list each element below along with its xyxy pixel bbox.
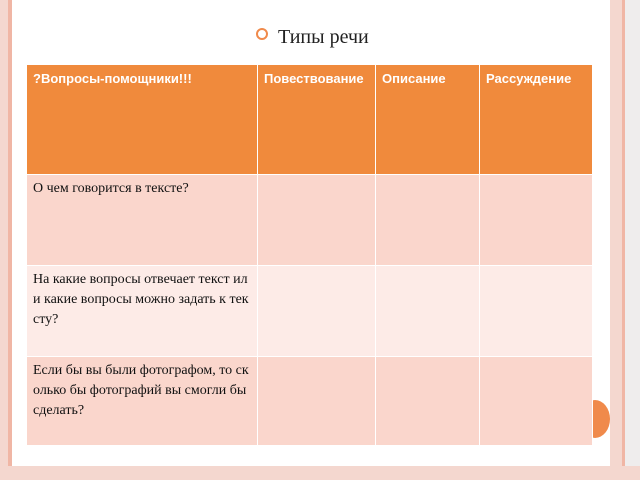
question-cell: Если бы вы были фотографом, то сколько бы фотографий вы смогли бы сделать?: [27, 357, 258, 446]
table-header-row: [27, 65, 593, 175]
empty-cell: [480, 357, 593, 446]
right-decor-edge: [625, 0, 640, 480]
empty-cell: [258, 175, 376, 266]
empty-cell: [376, 357, 480, 446]
speech-types-table: [26, 64, 593, 446]
question-cell: О чем говорится в тексте?: [27, 175, 258, 266]
right-decor-bar: [610, 0, 622, 480]
table-row: [27, 175, 593, 266]
header-cell-reasoning: Рассуждение: [480, 65, 593, 175]
table-row: [27, 357, 593, 446]
header-cell-description: Описание: [376, 65, 480, 175]
header-cell-questions: ?Вопросы-помощники!!!: [27, 65, 258, 175]
empty-cell: [258, 266, 376, 357]
bottom-decor-bar: [0, 466, 640, 480]
header-cell-narration: Повествование: [258, 65, 376, 175]
empty-cell: [480, 266, 593, 357]
question-cell: На какие вопросы отвечает текст или какие вопросы можно задать к тексту?: [27, 266, 258, 357]
empty-cell: [258, 357, 376, 446]
left-decor-bar: [0, 0, 8, 480]
empty-cell: [480, 175, 593, 266]
empty-cell: [376, 175, 480, 266]
title-row: [256, 22, 369, 52]
slide-title: Типы речи: [278, 25, 369, 48]
bullet-icon: [256, 28, 268, 40]
left-decor-line: [8, 0, 12, 480]
table-row: [27, 266, 593, 357]
empty-cell: [376, 266, 480, 357]
